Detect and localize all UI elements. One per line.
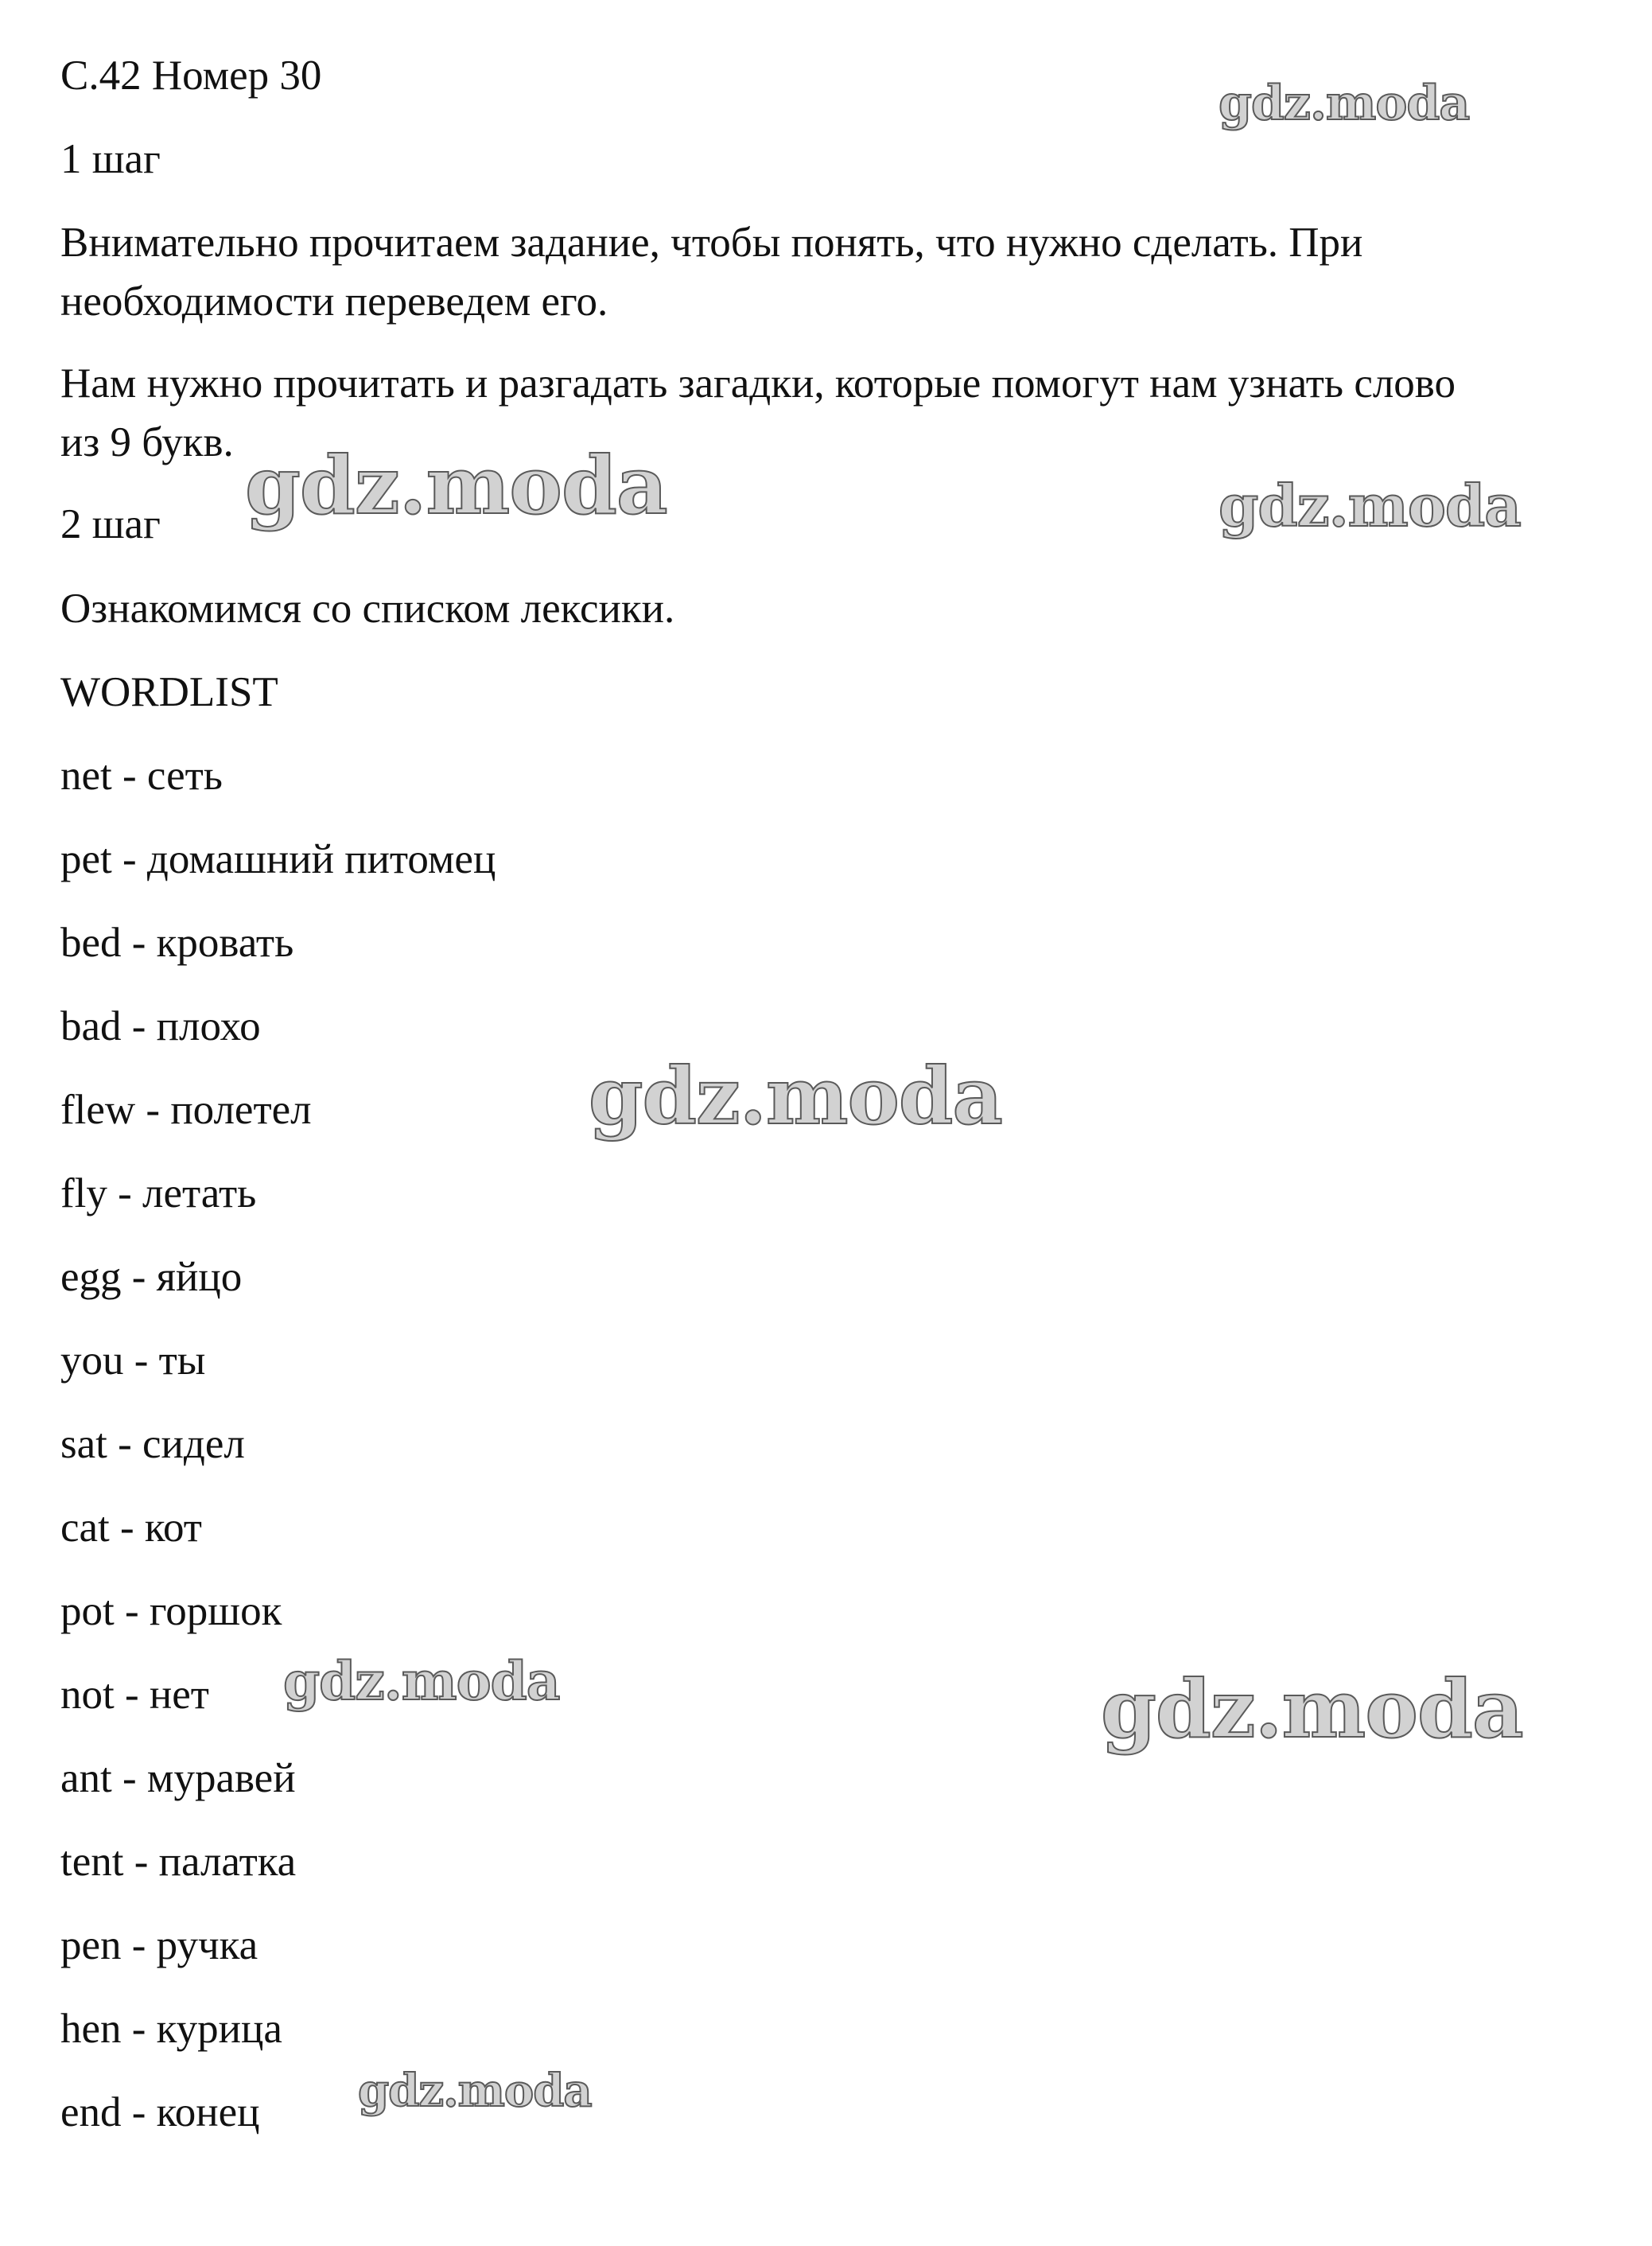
intro-paragraph-2-line-1: Нам нужно прочитать и разгадать загадки, которые помогут нам узнать слово: [60, 360, 1456, 407]
watermark: gdz.moda: [245, 438, 667, 532]
wordlist-item: flew - полетел: [60, 1087, 312, 1133]
wordlist-item: end - конец: [60, 2089, 260, 2135]
wordlist-item: cat - кот: [60, 1504, 202, 1551]
wordlist-item: net - сеть: [60, 753, 223, 799]
wordlist-item: bed - кровать: [60, 920, 294, 966]
watermark: gdz.moda: [1219, 76, 1470, 131]
step-2-label: 2 шаг: [60, 501, 161, 547]
page-title: С.42 Номер 30: [60, 53, 322, 99]
wordlist-item: you - ты: [60, 1337, 206, 1384]
wordlist-item: tent - палатка: [60, 1839, 297, 1885]
wordlist-heading: WORDLIST: [60, 669, 278, 715]
wordlist-item: ant - муравей: [60, 1755, 296, 1801]
intro-paragraph-2-line-2: из 9 букв.: [60, 419, 234, 465]
wordlist-item: not - нет: [60, 1672, 209, 1718]
watermark: gdz.moda: [1219, 472, 1521, 539]
step-2-text: Ознакомимся со списком лексики.: [60, 586, 675, 632]
intro-paragraph-1-line-1: Внимательно прочитаем задание, чтобы понять, что нужно сделать. При: [60, 220, 1363, 266]
wordlist-item: bad - плохо: [60, 1003, 261, 1049]
wordlist-item: sat - сидел: [60, 1421, 245, 1467]
watermark: gdz.moda: [283, 1650, 560, 1712]
watermark: gdz.moda: [358, 2065, 592, 2117]
intro-paragraph-1-line-2: необходимости переведем его.: [60, 278, 608, 325]
wordlist-item: fly - летать: [60, 1170, 257, 1216]
watermark: gdz.moda: [589, 1051, 1002, 1142]
wordlist-item: pet - домашний питомец: [60, 836, 496, 882]
wordlist-item: hen - курица: [60, 2006, 282, 2052]
watermark: gdz.moda: [1101, 1662, 1523, 1756]
wordlist-item: pot - горшок: [60, 1588, 282, 1634]
step-1-label: 1 шаг: [60, 136, 161, 182]
wordlist-item: pen - ручка: [60, 1922, 258, 1968]
wordlist-item: egg - яйцо: [60, 1254, 243, 1300]
